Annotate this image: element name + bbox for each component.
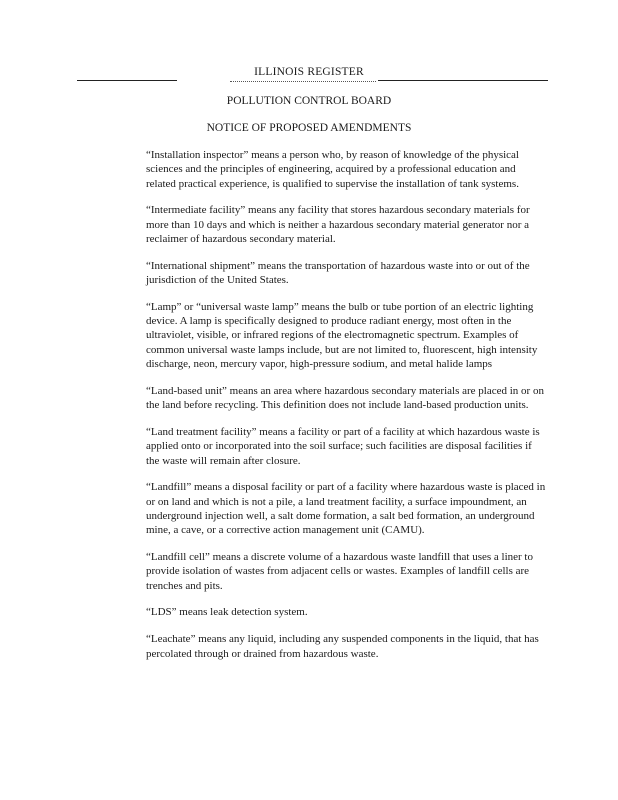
- header-rule-middle: [230, 81, 376, 82]
- definitions-list: [146, 148, 546, 673]
- notice-title: NOTICE OF PROPOSED AMENDMENTS: [206, 122, 412, 134]
- definition-international-shipment: “International shipment” means the transportation of hazardous waste into or out of the jurisdiction of the United States.: [146, 259, 530, 287]
- definition-land-treatment-facility: “Land treatment facility” means a facility or part of a facility at which hazardous waste is applied onto or incorporated into the soil surface; such facilities are disposal facilities if the waste will remain after closure.: [146, 425, 540, 467]
- definition-leachate: “Leachate” means any liquid, including any suspended components in the liquid, that has percolated through or drained from hazardous waste.: [146, 633, 539, 660]
- register-title: ILLINOIS REGISTER: [254, 66, 364, 78]
- definition-lds: “LDS” means leak detection system.: [146, 606, 308, 619]
- definition-lamp: “Lamp” or “universal waste lamp” means the bulb or tube portion of an electric lighting device. A lamp is specifically designed to produce radiant energy, most often in the ultraviolet, visible, or infrared regions of the electromagnetic spectrum. Examples of common universal waste lamps include, but are not limited to, fluorescent, high intensity discharge, neon, mercury vapor, high-pressure sodium, and metal halide lamps: [146, 300, 538, 371]
- definition-intermediate-facility: “Intermediate facility” means any facility that stores hazardous secondary materials for more than 10 days and which is neither a hazardous secondary material generator nor a reclaimer of hazardous secondary material.: [146, 204, 530, 245]
- definition-installation-inspector: “Installation inspector” means a person who, by reason of knowledge of the physical sciences and the principles of engineering, acquired by a professional education and related practical experience, is qualified to supervise the installation of tank systems.: [146, 149, 519, 190]
- header-rule-left: [77, 80, 177, 81]
- definition-land-based-unit: “Land-based unit” means an area where hazardous secondary materials are placed in or on the land before recycling. This definition does not include land-based production units.: [146, 384, 544, 412]
- header-rule-right: [378, 80, 548, 81]
- definition-landfill-cell: “Landfill cell” means a discrete volume of a hazardous waste landfill that uses a liner to provide isolation of wastes from adjacent cells or wastes. Examples of landfill cells are trenches and pits.: [146, 551, 533, 592]
- definition-landfill: “Landfill” means a disposal facility or part of a facility where hazardous waste is placed in or on land and which is not a pile, a land treatment facility, a surface impoundment, an underground injection well, a salt dome formation, a salt bed formation, an underground mine, a cave, or a corrective action management unit (CAMU).: [146, 481, 546, 537]
- board-title: POLLUTION CONTROL BOARD: [226, 95, 392, 107]
